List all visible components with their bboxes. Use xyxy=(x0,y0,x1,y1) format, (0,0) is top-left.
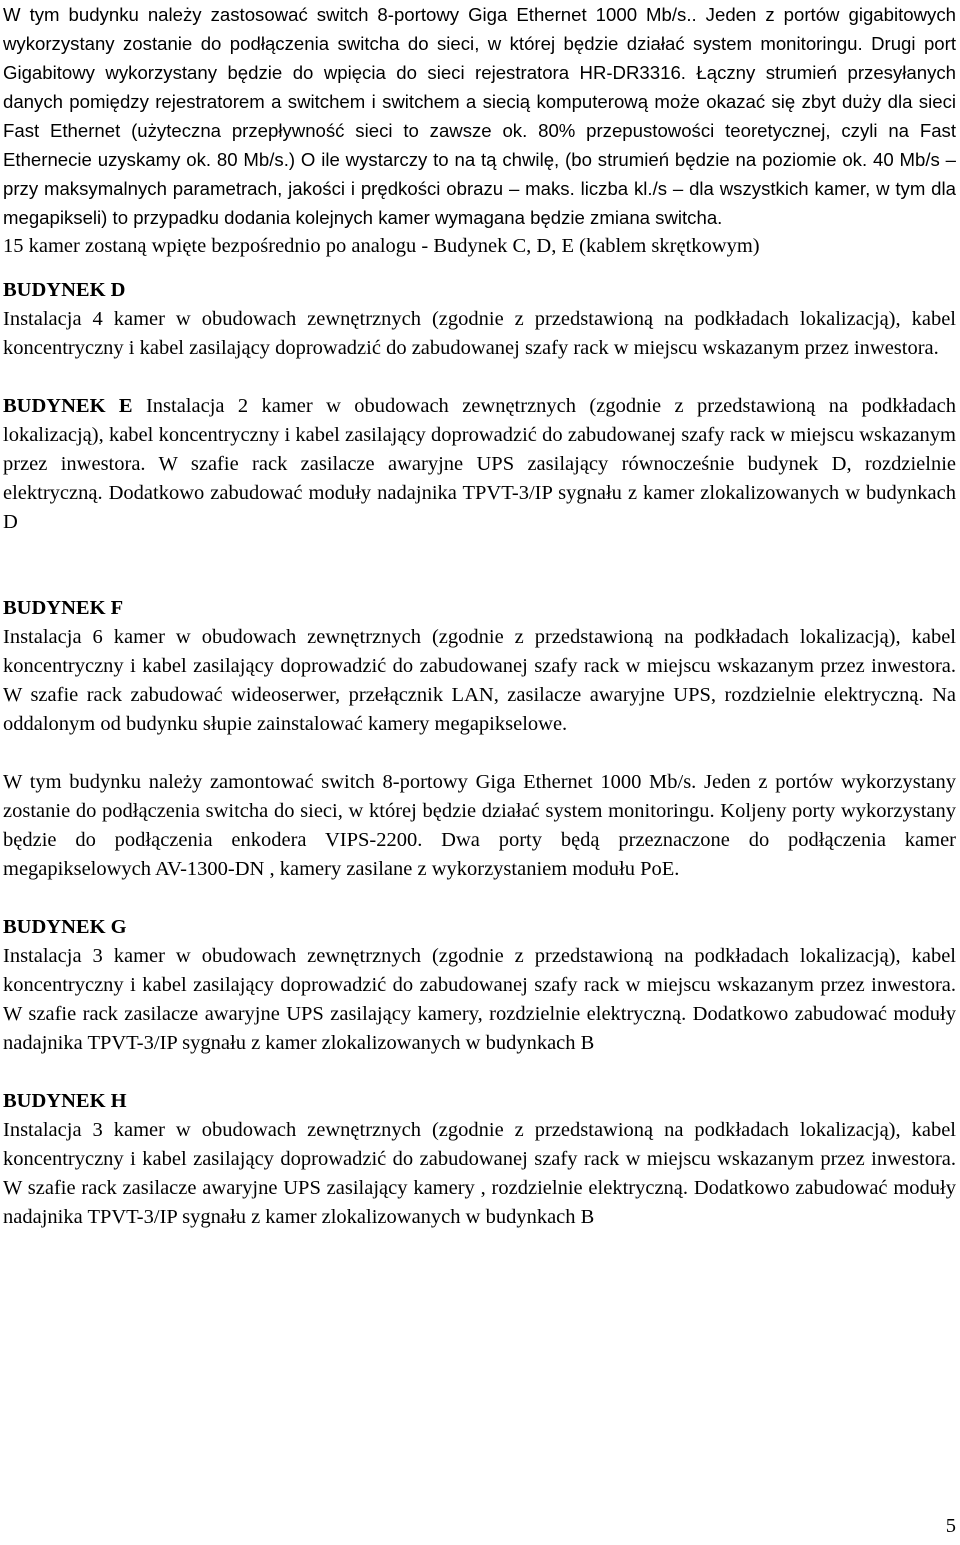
spacer xyxy=(3,363,956,392)
analog-note: 15 kamer zostaną wpięte bezpośrednio po analogu - Budynek C, D, E (kablem skrętkowym) xyxy=(3,235,760,257)
building-h-heading: BUDYNEK H xyxy=(3,1090,127,1112)
document-page xyxy=(3,0,956,1232)
building-g-heading: BUDYNEK G xyxy=(3,916,127,938)
building-d-text: Instalacja 4 kamer w obudowach zewnętrznych (zgodnie z przedstawioną na podkładach lokalizacją), kabel koncentryczny i kabel zasilający doprowadzić do zabudowanej szafy rack w miejscu wskazanym przez inwestora. xyxy=(3,308,956,359)
building-g-text: Instalacja 3 kamer w obudowach zewnętrznych (zgodnie z przedstawioną na podkładach lokalizacją), kabel koncentryczny i kabel zasilający doprowadzić do zabudowanej szafy rack w miejscu wskazanym przez inwestora. W szafie rack zasilacze awaryjne UPS zasilający kamery, rozdzielnie elektryczną. Dodatkowo zabudować moduły nadajnika TPVT-3/IP sygnału z kamer zlokalizowanych w budynkach B xyxy=(3,945,956,1054)
spacer xyxy=(3,261,956,276)
spacer xyxy=(3,1058,956,1087)
spacer xyxy=(3,537,956,594)
building-f-heading: BUDYNEK F xyxy=(3,597,124,619)
building-f-text: Instalacja 6 kamer w obudowach zewnętrznych (zgodnie z przedstawioną na podkładach lokalizacją), kabel koncentryczny i kabel zasilający doprowadzić do zabudowanej szafy rack w miejscu wskazanym przez inwestora. W szafie rack zabudować wideoserwer, przełącznik LAN, zasilacze awaryjne UPS, rozdzielnie elektryczną. Na oddalonym od budynku słupie zainstalować kamery megapikselowe. xyxy=(3,626,956,735)
page-number: 5 xyxy=(945,1515,956,1537)
building-d-heading: BUDYNEK D xyxy=(3,279,126,301)
building-e-heading: BUDYNEK E xyxy=(3,395,133,417)
building-e-paragraph xyxy=(3,392,956,537)
intro-paragraph: W tym budynku należy zastosować switch 8-portowy Giga Ethernet 1000 Mb/s.. Jeden z portów gigabitowych wykorzystany zostanie do podłączenia switcha do sieci, w której będzie działać system monitoringu. Drugi port Gigabitowy wykorzystany będzie do wpięcia do sieci rejestratora HR-DR3316. Łączny strumień przesyłanych danych pomiędzy rejestratorem a switchem i switchem a siecią komputerową może okazać się zbyt duży dla sieci Fast Ethernet (użyteczna przepływność sieci to zawsze ok. 80% przepustowości teoretycznej, czyli na Fast Ethernecie uzyskamy ok. 80 Mb/s.) O ile wystarczy to na tą chwilę, (bo strumień będzie na poziomie ok. 40 Mb/s – przy maksymalnych parametrach, jakości i prędkości obrazu – maks. liczba kl./s – dla wszystkich kamer, w tym dla megapikseli) to przypadku dodania kolejnych kamer wymagana będzie zmiana switcha. xyxy=(3,4,956,228)
spacer xyxy=(3,884,956,913)
spacer xyxy=(3,739,956,768)
building-e-text: Instalacja 2 kamer w obudowach zewnętrznych (zgodnie z przedstawioną na podkładach lokalizacją), kabel koncentryczny i kabel zasilający doprowadzić do zabudowanej szafy rack w miejscu wskazanym przez inwestora. W szafie rack zasilacze awaryjne UPS zasilający równocześnie budynek D, rozdzielnie elektryczną. Dodatkowo zabudować moduły nadajnika TPVT-3/IP sygnału z kamer zlokalizowanych w budynkach D xyxy=(3,395,956,533)
building-h-text: Instalacja 3 kamer w obudowach zewnętrznych (zgodnie z przedstawioną na podkładach lokalizacją), kabel koncentryczny i kabel zasilający doprowadzić do zabudowanej szafy rack w miejscu wskazanym przez inwestora. W szafie rack zasilacze awaryjne UPS zasilający kamery , rozdzielnie elektryczną. Dodatkowo zabudować moduły nadajnika TPVT-3/IP sygnału z kamer zlokalizowanych w budynkach B xyxy=(3,1119,956,1228)
building-f-switch-text: W tym budynku należy zamontować switch 8-portowy Giga Ethernet 1000 Mb/s. Jeden z portów wykorzystany zostanie do podłączenia switcha do sieci, w której będzie działać system monitoringu. Koljeny porty wykorzystany będzie do podłączenia enkodera VIPS-2200. Dwa porty będą przeznaczone do podłączenia kamer megapikselowych AV-1300-DN , kamery zasilane z wykorzystaniem modułu PoE. xyxy=(3,771,956,880)
